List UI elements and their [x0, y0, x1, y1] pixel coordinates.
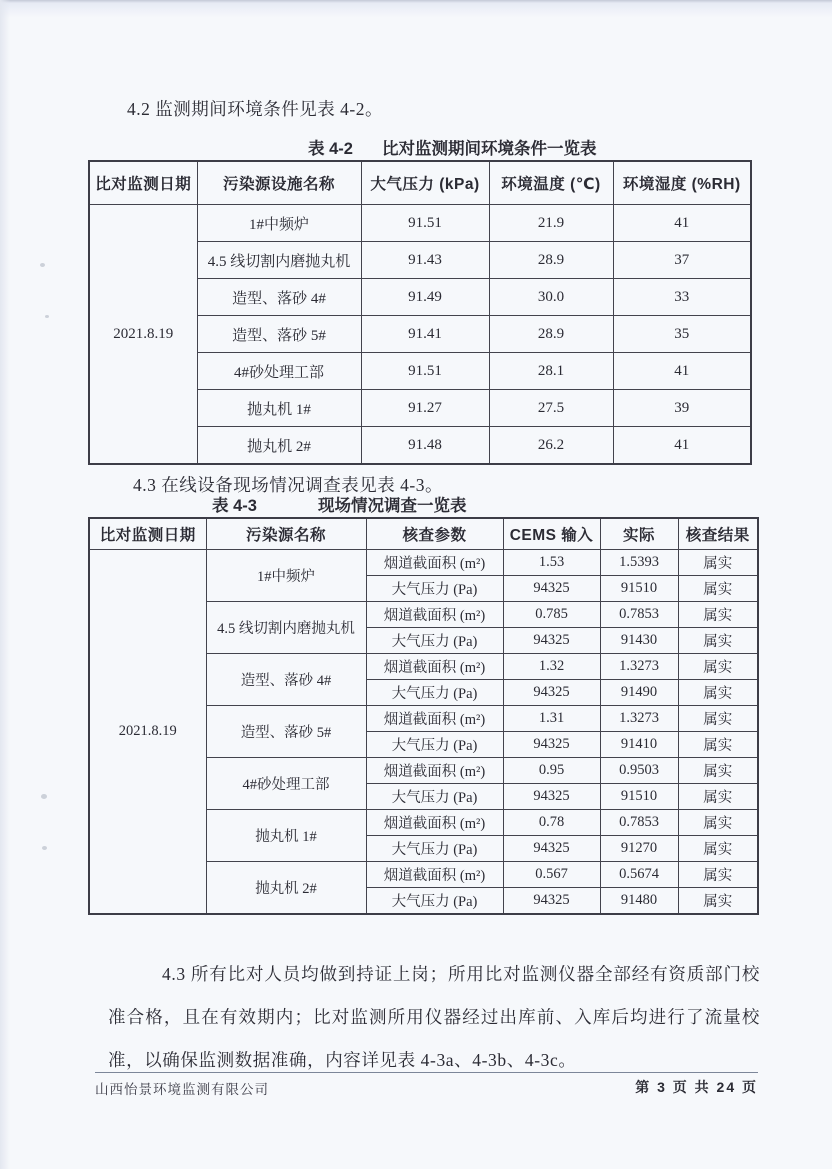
pressure-cell: 91.27: [361, 390, 489, 427]
column-header-parameter: 核查参数: [366, 518, 503, 550]
source-cell: 4#砂处理工部: [206, 758, 366, 810]
humidity-cell: 35: [613, 316, 751, 353]
cems-cell: 94325: [503, 680, 600, 706]
actual-cell: 0.5674: [600, 862, 678, 888]
temperature-cell: 27.5: [489, 390, 613, 427]
result-cell: 属实: [678, 784, 758, 810]
cems-cell: 94325: [503, 576, 600, 602]
param-cell: 烟道截面积 (m²): [366, 810, 503, 836]
cems-cell: 94325: [503, 888, 600, 915]
column-header-result: 核查结果: [678, 518, 758, 550]
facility-cell: 1#中频炉: [197, 205, 361, 242]
column-header-date: 比对监测日期: [89, 161, 197, 205]
humidity-cell: 33: [613, 279, 751, 316]
humidity-cell: 41: [613, 427, 751, 465]
param-cell: 烟道截面积 (m²): [366, 550, 503, 576]
column-header-humidity: 环境湿度 (%RH): [613, 161, 751, 205]
actual-cell: 0.9503: [600, 758, 678, 784]
actual-cell: 91490: [600, 680, 678, 706]
actual-cell: 1.3273: [600, 654, 678, 680]
date-cell: 2021.8.19: [89, 550, 206, 915]
facility-cell: 造型、落砂 4#: [197, 279, 361, 316]
footer-company-name: 山西怡景环境监测有限公司: [95, 1082, 269, 1097]
footer-divider: [95, 1072, 758, 1073]
actual-cell: 91270: [600, 836, 678, 862]
pressure-cell: 91.43: [361, 242, 489, 279]
humidity-cell: 41: [613, 353, 751, 390]
humidity-cell: 41: [613, 205, 751, 242]
cems-cell: 1.53: [503, 550, 600, 576]
param-cell: 烟道截面积 (m²): [366, 862, 503, 888]
scan-speck: [45, 315, 49, 318]
temperature-cell: 21.9: [489, 205, 613, 242]
date-cell: 2021.8.19: [89, 205, 197, 465]
column-header-facility: 污染源设施名称: [197, 161, 361, 205]
cems-cell: 94325: [503, 784, 600, 810]
source-cell: 1#中频炉: [206, 550, 366, 602]
table-4-2-caption-title: 比对监测期间环境条件一览表: [382, 140, 597, 158]
source-cell: 4.5 线切割内磨抛丸机: [206, 602, 366, 654]
humidity-cell: 37: [613, 242, 751, 279]
temperature-cell: 28.9: [489, 242, 613, 279]
temperature-cell: 30.0: [489, 279, 613, 316]
param-cell: 大气压力 (Pa): [366, 680, 503, 706]
cems-cell: 1.31: [503, 706, 600, 732]
actual-cell: 0.7853: [600, 810, 678, 836]
actual-cell: 91480: [600, 888, 678, 915]
table-4-3: [88, 517, 759, 915]
table-4-2: [88, 160, 752, 465]
facility-cell: 4#砂处理工部: [197, 353, 361, 390]
cems-cell: 0.78: [503, 810, 600, 836]
param-cell: 大气压力 (Pa): [366, 888, 503, 915]
column-header-actual: 实际: [600, 518, 678, 550]
result-cell: 属实: [678, 862, 758, 888]
param-cell: 烟道截面积 (m²): [366, 706, 503, 732]
actual-cell: 1.3273: [600, 706, 678, 732]
table-row: [89, 550, 758, 576]
temperature-cell: 26.2: [489, 427, 613, 465]
table-row: [89, 205, 751, 242]
pressure-cell: 91.51: [361, 205, 489, 242]
cems-cell: 0.95: [503, 758, 600, 784]
param-cell: 烟道截面积 (m²): [366, 654, 503, 680]
param-cell: 大气压力 (Pa): [366, 836, 503, 862]
pressure-cell: 91.51: [361, 353, 489, 390]
facility-cell: 抛丸机 2#: [197, 427, 361, 465]
actual-cell: 1.5393: [600, 550, 678, 576]
param-cell: 烟道截面积 (m²): [366, 758, 503, 784]
result-cell: 属实: [678, 732, 758, 758]
column-header-cems: CEMS 输入: [503, 518, 600, 550]
actual-cell: 91510: [600, 576, 678, 602]
cems-cell: 0.785: [503, 602, 600, 628]
column-header-temperature: 环境温度 (℃): [489, 161, 613, 205]
facility-cell: 4.5 线切割内磨抛丸机: [197, 242, 361, 279]
section-4-2-heading: 4.2 监测期间环境条件见表 4-2。: [127, 99, 383, 119]
table-4-3-caption-title: 现场情况调查一览表: [318, 497, 467, 515]
scan-speck: [41, 794, 47, 799]
cems-cell: 1.32: [503, 654, 600, 680]
result-cell: 属实: [678, 810, 758, 836]
section-4-3-heading: 4.3 在线设备现场情况调查表见表 4-3。: [133, 475, 443, 495]
source-cell: 抛丸机 1#: [206, 810, 366, 862]
source-cell: 造型、落砂 4#: [206, 654, 366, 706]
result-cell: 属实: [678, 654, 758, 680]
facility-cell: 抛丸机 1#: [197, 390, 361, 427]
result-cell: 属实: [678, 706, 758, 732]
result-cell: 属实: [678, 628, 758, 654]
temperature-cell: 28.9: [489, 316, 613, 353]
param-cell: 大气压力 (Pa): [366, 576, 503, 602]
scan-edge-left: [0, 0, 10, 1169]
humidity-cell: 39: [613, 390, 751, 427]
pressure-cell: 91.41: [361, 316, 489, 353]
cems-cell: 94325: [503, 732, 600, 758]
param-cell: 大气压力 (Pa): [366, 732, 503, 758]
footer-page-number: 第 3 页 共 24 页: [635, 1079, 758, 1095]
table-4-2-caption-label: 表 4-2: [308, 140, 353, 158]
cems-cell: 94325: [503, 628, 600, 654]
actual-cell: 91510: [600, 784, 678, 810]
table-header-row: [89, 161, 751, 205]
param-cell: 烟道截面积 (m²): [366, 602, 503, 628]
source-cell: 造型、落砂 5#: [206, 706, 366, 758]
paragraph-4-3: 4.3 所有比对人员均做到持证上岗；所用比对监测仪器全部经有资质部门校准合格，且在有效期内；比对监测所用仪器经过出库前、入库后均进行了流量校准，以确保监测数据准确，内容详见表 4-3a、4-3b、4-3c。: [108, 964, 760, 1070]
scan-speck: [40, 263, 45, 267]
param-cell: 大气压力 (Pa): [366, 784, 503, 810]
result-cell: 属实: [678, 550, 758, 576]
result-cell: 属实: [678, 758, 758, 784]
pressure-cell: 91.49: [361, 279, 489, 316]
scan-edge-top: [0, 0, 832, 18]
cems-cell: 94325: [503, 836, 600, 862]
temperature-cell: 28.1: [489, 353, 613, 390]
table-4-3-caption-label: 表 4-3: [212, 497, 257, 515]
actual-cell: 91410: [600, 732, 678, 758]
result-cell: 属实: [678, 576, 758, 602]
pressure-cell: 91.48: [361, 427, 489, 465]
result-cell: 属实: [678, 680, 758, 706]
result-cell: 属实: [678, 602, 758, 628]
column-header-pressure: 大气压力 (kPa): [361, 161, 489, 205]
cems-cell: 0.567: [503, 862, 600, 888]
column-header-date: 比对监测日期: [89, 518, 206, 550]
result-cell: 属实: [678, 888, 758, 915]
source-cell: 抛丸机 2#: [206, 862, 366, 915]
param-cell: 大气压力 (Pa): [366, 628, 503, 654]
table-header-row: [89, 518, 758, 550]
facility-cell: 造型、落砂 5#: [197, 316, 361, 353]
actual-cell: 91430: [600, 628, 678, 654]
column-header-source: 污染源名称: [206, 518, 366, 550]
scan-speck: [42, 846, 47, 850]
actual-cell: 0.7853: [600, 602, 678, 628]
result-cell: 属实: [678, 836, 758, 862]
